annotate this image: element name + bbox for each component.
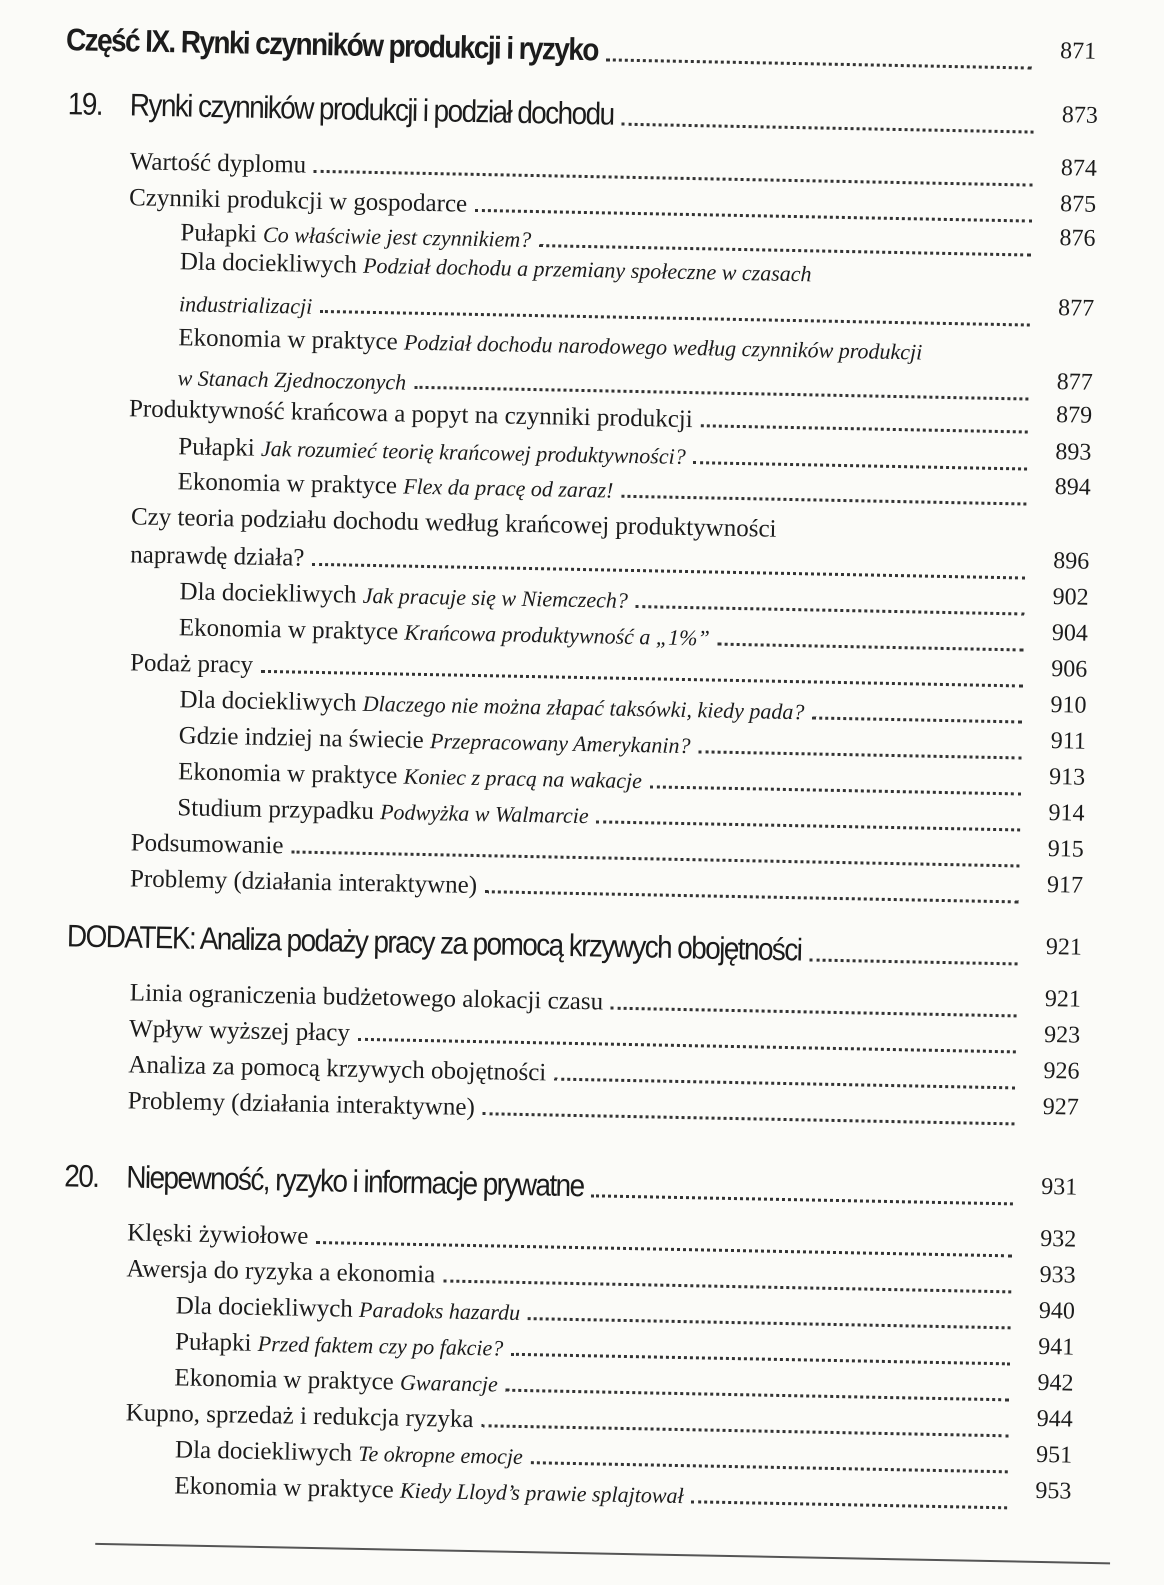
chapter-title: Niepewność, ryzyko i informacje prywatne <box>125 1159 584 1204</box>
box-tag: Ekonomia w praktyce <box>178 614 399 646</box>
dot-leader <box>528 1317 1011 1329</box>
box-tag: Dla dociekliwych <box>179 248 358 279</box>
dot-leader <box>358 1038 1016 1054</box>
box-title-continued: industrializacji <box>178 291 313 319</box>
dot-leader <box>481 1424 1008 1437</box>
entry-title: Klęski żywiołowe <box>126 1219 309 1250</box>
page-number: 877 <box>1057 295 1095 322</box>
box-title-continued: w Stanach Zjednoczonych <box>177 365 407 395</box>
dot-leader <box>483 1112 1015 1125</box>
page-number: 921 <box>1045 933 1083 961</box>
chapter-number: 19. <box>67 86 103 122</box>
dot-leader <box>485 890 1019 903</box>
entry-title: Podsumowanie <box>130 829 284 860</box>
dot-leader <box>694 461 1028 470</box>
box-tag: Ekonomia w praktyce <box>177 468 398 500</box>
box-tag: Gdzie indziej na świecie <box>178 722 425 754</box>
box-tag: Dla dociekliwych <box>175 1292 354 1323</box>
page-number: 915 <box>1047 835 1085 863</box>
page-number: 913 <box>1048 764 1086 791</box>
dot-leader <box>261 670 1023 688</box>
entry-title: Analiza za pomocą krzywych obojętności <box>128 1051 547 1087</box>
box-title: Jak pracuje się w Niemczech? <box>362 582 629 613</box>
box-title: Gwarancje <box>399 1369 499 1397</box>
page-number: 931 <box>1041 1173 1078 1201</box>
page-number: 941 <box>1037 1333 1075 1361</box>
box-tag: Dla dociekliwych <box>179 686 357 717</box>
toc-subentry-line1 <box>178 324 922 366</box>
entry-title: Podaż pracy <box>129 649 254 679</box>
dot-leader <box>506 1389 1010 1402</box>
page-number: 876 <box>1059 225 1096 252</box>
dot-leader <box>621 495 1026 506</box>
dot-leader <box>291 850 1019 867</box>
box-title: Przed faktem czy po fakcie? <box>257 1330 504 1361</box>
toc-subentry <box>174 1472 1071 1517</box>
page-number: 940 <box>1038 1297 1076 1325</box>
box-title: Flex da pracę od zaraz! <box>402 473 614 503</box>
toc-part-heading <box>65 22 1097 78</box>
page-number: 911 <box>1050 728 1087 755</box>
box-tag: Dla dociekliwych <box>174 1436 353 1467</box>
page-number: 944 <box>1036 1405 1074 1433</box>
dot-leader <box>606 58 1032 69</box>
toc-chapter-heading <box>63 1158 1078 1213</box>
chapter-title: Rynki czynników produkcji i podział dochodu <box>129 87 614 132</box>
box-title: Te okropne emocje <box>358 1440 524 1470</box>
page-number: 914 <box>1048 800 1085 827</box>
dot-leader <box>539 244 1031 256</box>
page-number: 927 <box>1042 1093 1080 1121</box>
page-number: 933 <box>1039 1261 1076 1289</box>
entry-title: Produktywność krańcowa a popyt na czynniki produkcji <box>128 395 693 434</box>
page-number: 926 <box>1043 1057 1080 1085</box>
dot-leader <box>443 1279 1011 1293</box>
page-number: 873 <box>1061 102 1099 129</box>
box-title: Koniec z pracą na wakacje <box>403 763 643 794</box>
box-title: Krańcowa produktywność a „1%” <box>404 619 710 651</box>
page-number: 875 <box>1059 191 1097 218</box>
page-number: 932 <box>1040 1225 1077 1253</box>
dot-leader <box>701 424 1028 433</box>
page-number: 906 <box>1050 656 1088 683</box>
box-title: Podwyżka w Walmarcie <box>379 799 589 829</box>
entry-title: Problemy (działania interaktywne) <box>127 1087 476 1122</box>
dot-leader <box>554 1078 1015 1090</box>
box-title: Kiedy Lloyd’s prawie splajtował <box>399 1477 684 1509</box>
appendix-title: DODATEK: Analiza podaży pracy za pomocą krzywych obojętności <box>66 918 802 968</box>
box-tag: Pułapki <box>180 219 258 248</box>
bottom-rule <box>95 1543 1110 1564</box>
dot-leader <box>692 1500 1008 1509</box>
page-number: 921 <box>1044 985 1082 1013</box>
entry-title: Wpływ wyższej płacy <box>128 1015 351 1047</box>
dot-leader <box>511 1353 1010 1366</box>
chapter-number: 20. <box>63 1158 99 1194</box>
box-title: Jak rozumieć teorię krańcowej produktywności? <box>260 435 686 469</box>
dot-leader <box>718 643 1024 652</box>
page-number: 902 <box>1052 584 1089 611</box>
toc-appendix-heading <box>66 918 1083 973</box>
page-number: 893 <box>1055 439 1092 466</box>
dot-leader <box>812 716 1022 723</box>
box-title: Podział dochodu a przemiany społeczne w czasach <box>362 252 812 287</box>
entry-title-continued: naprawdę działa? <box>129 541 305 572</box>
box-title: Paradoks hazardu <box>358 1296 521 1325</box>
page-number: 923 <box>1043 1021 1081 1049</box>
dot-leader <box>621 123 1033 134</box>
box-title: Co właściwie jest czynnikiem? <box>262 221 532 252</box>
page-number: 874 <box>1060 155 1098 182</box>
page-number: 879 <box>1055 402 1093 429</box>
toc-entry-line1: Czy teoria podziału dochodu według krańcowej produktywności <box>130 503 777 543</box>
page-number: 877 <box>1056 369 1093 396</box>
dot-leader <box>531 1461 1008 1473</box>
dot-leader <box>636 605 1025 615</box>
dot-leader <box>475 209 1032 223</box>
dot-leader <box>316 1241 1012 1257</box>
entry-title: Linia ograniczenia budżetowego alokacji czasu <box>129 979 604 1016</box>
box-tag: Ekonomia w praktyce <box>174 1364 395 1396</box>
entry-title: Wartość dyplomu <box>129 148 307 179</box>
box-tag: Dla dociekliwych <box>179 578 357 609</box>
page-number: 942 <box>1037 1369 1074 1397</box>
dot-leader <box>414 386 1028 401</box>
box-tag: Ekonomia w praktyce <box>174 1472 394 1504</box>
dot-leader <box>320 310 1030 327</box>
part-title: Część IX. Rynki czynników produkcji i ryzyko <box>65 22 599 68</box>
box-tag: Ekonomia w praktyce <box>177 758 398 790</box>
dot-leader <box>597 820 1021 831</box>
box-title: Dlaczego nie można złapać taksówki, kiedy pada? <box>362 690 805 725</box>
box-title: Podział dochodu narodowego według czynników produkcji <box>403 329 923 365</box>
box-tag: Studium przypadku <box>177 794 375 826</box>
page-number: 953 <box>1035 1477 1072 1505</box>
entry-title: Czynniki produkcji w gospodarce <box>128 184 468 218</box>
dot-leader <box>591 1194 1013 1205</box>
dot-leader <box>314 170 1032 187</box>
dot-leader <box>312 563 1025 580</box>
entry-title: Kupno, sprzedaż i redukcja ryzyka <box>125 1399 474 1434</box>
entry-title: Problemy (działania interaktywne) <box>129 865 478 900</box>
page-number: 917 <box>1046 871 1084 899</box>
dot-leader <box>611 1007 1017 1018</box>
entry-title: Awersja do ryzyka a ekonomia <box>126 1255 436 1289</box>
dot-leader <box>809 958 1018 965</box>
page-number: 951 <box>1035 1441 1073 1469</box>
page-number: 910 <box>1050 692 1087 719</box>
page-number: 894 <box>1054 474 1091 501</box>
page-number: 904 <box>1051 620 1089 647</box>
box-tag: Ekonomia w praktyce <box>178 324 399 356</box>
dot-leader <box>698 750 1021 759</box>
box-title: Przepracowany Amerykanin? <box>429 728 691 759</box>
box-tag: Pułapki <box>178 433 255 462</box>
dot-leader <box>650 785 1021 795</box>
toc-chapter-heading <box>67 86 1099 142</box>
page-number: 896 <box>1053 548 1090 575</box>
page-number: 871 <box>1059 38 1097 65</box>
box-tag: Pułapki <box>174 1328 252 1357</box>
